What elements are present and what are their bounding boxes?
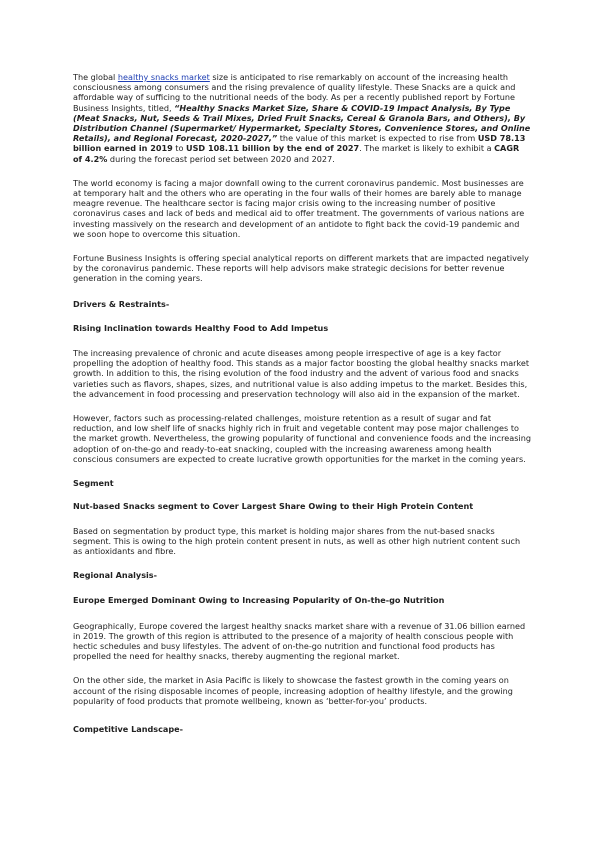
- to-text: to: [172, 143, 186, 154]
- drivers-subheading: Rising Inclination towards Healthy Food to Add Impetus: [73, 322, 329, 333]
- cagr-text: . The market is likely to exhibit a: [359, 143, 495, 154]
- regional-paragraph-2: On the other side, the market in Asia Pacific is likely to showcase the fastest growth in the coming years on account of the rising disposable incomes of people, increasing adoption of healthy lifestyle, and the growing popularity of food products that promote wellbeing, known as ‘better-for-you’ products.: [73, 675, 513, 706]
- segment-subheading: Nut-based Snacks segment to Cover Largest Share Owing to their High Protein Content: [73, 501, 474, 512]
- healthy-snacks-market-link[interactable]: healthy snacks market: [117, 72, 210, 82]
- drivers-heading: Drivers & Restraints-: [73, 298, 170, 309]
- intro-text-start: The global: [73, 72, 118, 82]
- document-page: [73, 72, 531, 748]
- economy-paragraph: The world economy is facing a major downfall owing to the current coronavirus pandemic. Most businesses are at temporary halt and the others who are operating in the four walls of their homes are barely able to manage meagre revenue. The healthcare sector is facing major crisis owing to the increasing number of positive coronavirus cases and lack of beds and medical aid to offer treatment. The governments of various nations are investing massively on the research and development of an antidote to fight back the covid-19 pandemic and we soon hope to overcome this situation.: [73, 177, 525, 239]
- regional-subheading: Europe Emerged Dominant Owing to Increasing Popularity of On-the-go Nutrition: [73, 595, 445, 606]
- intro-text-end: during the forecast period set between 2020 and 2027.: [107, 153, 335, 164]
- value-2019: USD 78.13 billion earned in 2019: [73, 133, 526, 154]
- regional-heading: Regional Analysis-: [73, 570, 157, 581]
- intro-paragraph: [73, 72, 531, 164]
- segment-heading: Segment: [73, 478, 114, 489]
- report-title: “Healthy Snacks Market Size, Share & COVID-19 Impact Analysis, By Type (Meat Snacks, Nut, Seeds & Trail Mixes, Dried Fruit Snacks, Cereal & Granola Bars, and Others), By Distribution Channel (Supermarket/ Hypermarket, Specialty Stores, Convenience Stores, and Online Retails), and Regional Forecast, 2020-2027,”: [73, 102, 531, 144]
- drivers-paragraph-2: However, factors such as processing-related challenges, moisture retention as a result of sugar and fat reduction, and low shelf life of snacks highly rich in fruit and vegetable content may pose major challenges to the market growth. Nevertheless, the growing popularity of functional and convenience foods and the increasing adoption of on-the-go and ready-to-eat snacking, coupled with the increasing awareness among health conscious consumers are expected to create lucrative growth opportunities for the market in the coming years.: [73, 413, 531, 464]
- drivers-paragraph-1: The increasing prevalence of chronic and acute diseases among people irrespective of age is a key factor propelling the adoption of healthy food. This stands as a major factor boosting the global healthy snacks market growth. In addition to this, the rising evolution of the food industry and the advent of various food and snacks varieties such as flavors, shapes, sizes, and nutritional value is also adding impetus to the market. Besides this, the advancement in food processing and preservation technology will also aid in the expansion of the market.: [73, 348, 530, 399]
- reports-paragraph: Fortune Business Insights is offering special analytical reports on different markets that are impacted negatively by the coronavirus pandemic. These reports will help advisors make strategic decisions for better revenue generation in the coming years.: [73, 253, 529, 284]
- segment-paragraph: Based on segmentation by product type, this market is holding major shares from the nut-based snacks segment. This is owing to the high protein content present in nuts, as well as other high nutrient content such as antioxidants and fibre.: [73, 525, 521, 556]
- value-2027: USD 108.11 billion by the end of 2027: [186, 143, 360, 154]
- cagr-value: CAGR of 4.2%: [73, 143, 520, 164]
- intro-value-text: the value of this market is expected to rise from: [277, 133, 478, 144]
- regional-paragraph-1: Geographically, Europe covered the largest healthy snacks market share with a revenue of 31.06 billion earned in 2019. The growth of this region is attributed to the presence of a majority of health conscious people with hectic schedules and busy lifestyles. The advent of on-the-go nutrition and functional food products has propelled the need for healthy snacks, thereby augmenting the regional market.: [73, 620, 526, 662]
- competitive-heading: Competitive Landscape-: [73, 723, 183, 734]
- intro-text-body: size is anticipated to rise remarkably on account of the increasing health consciousness among consumers and the rising prevalence of quality lifestyle. These Snacks are a quick and affordable way of sufficing to the nutritional needs of the body. As per a recently published report by Fortune Business Insights, titled,: [73, 72, 516, 113]
